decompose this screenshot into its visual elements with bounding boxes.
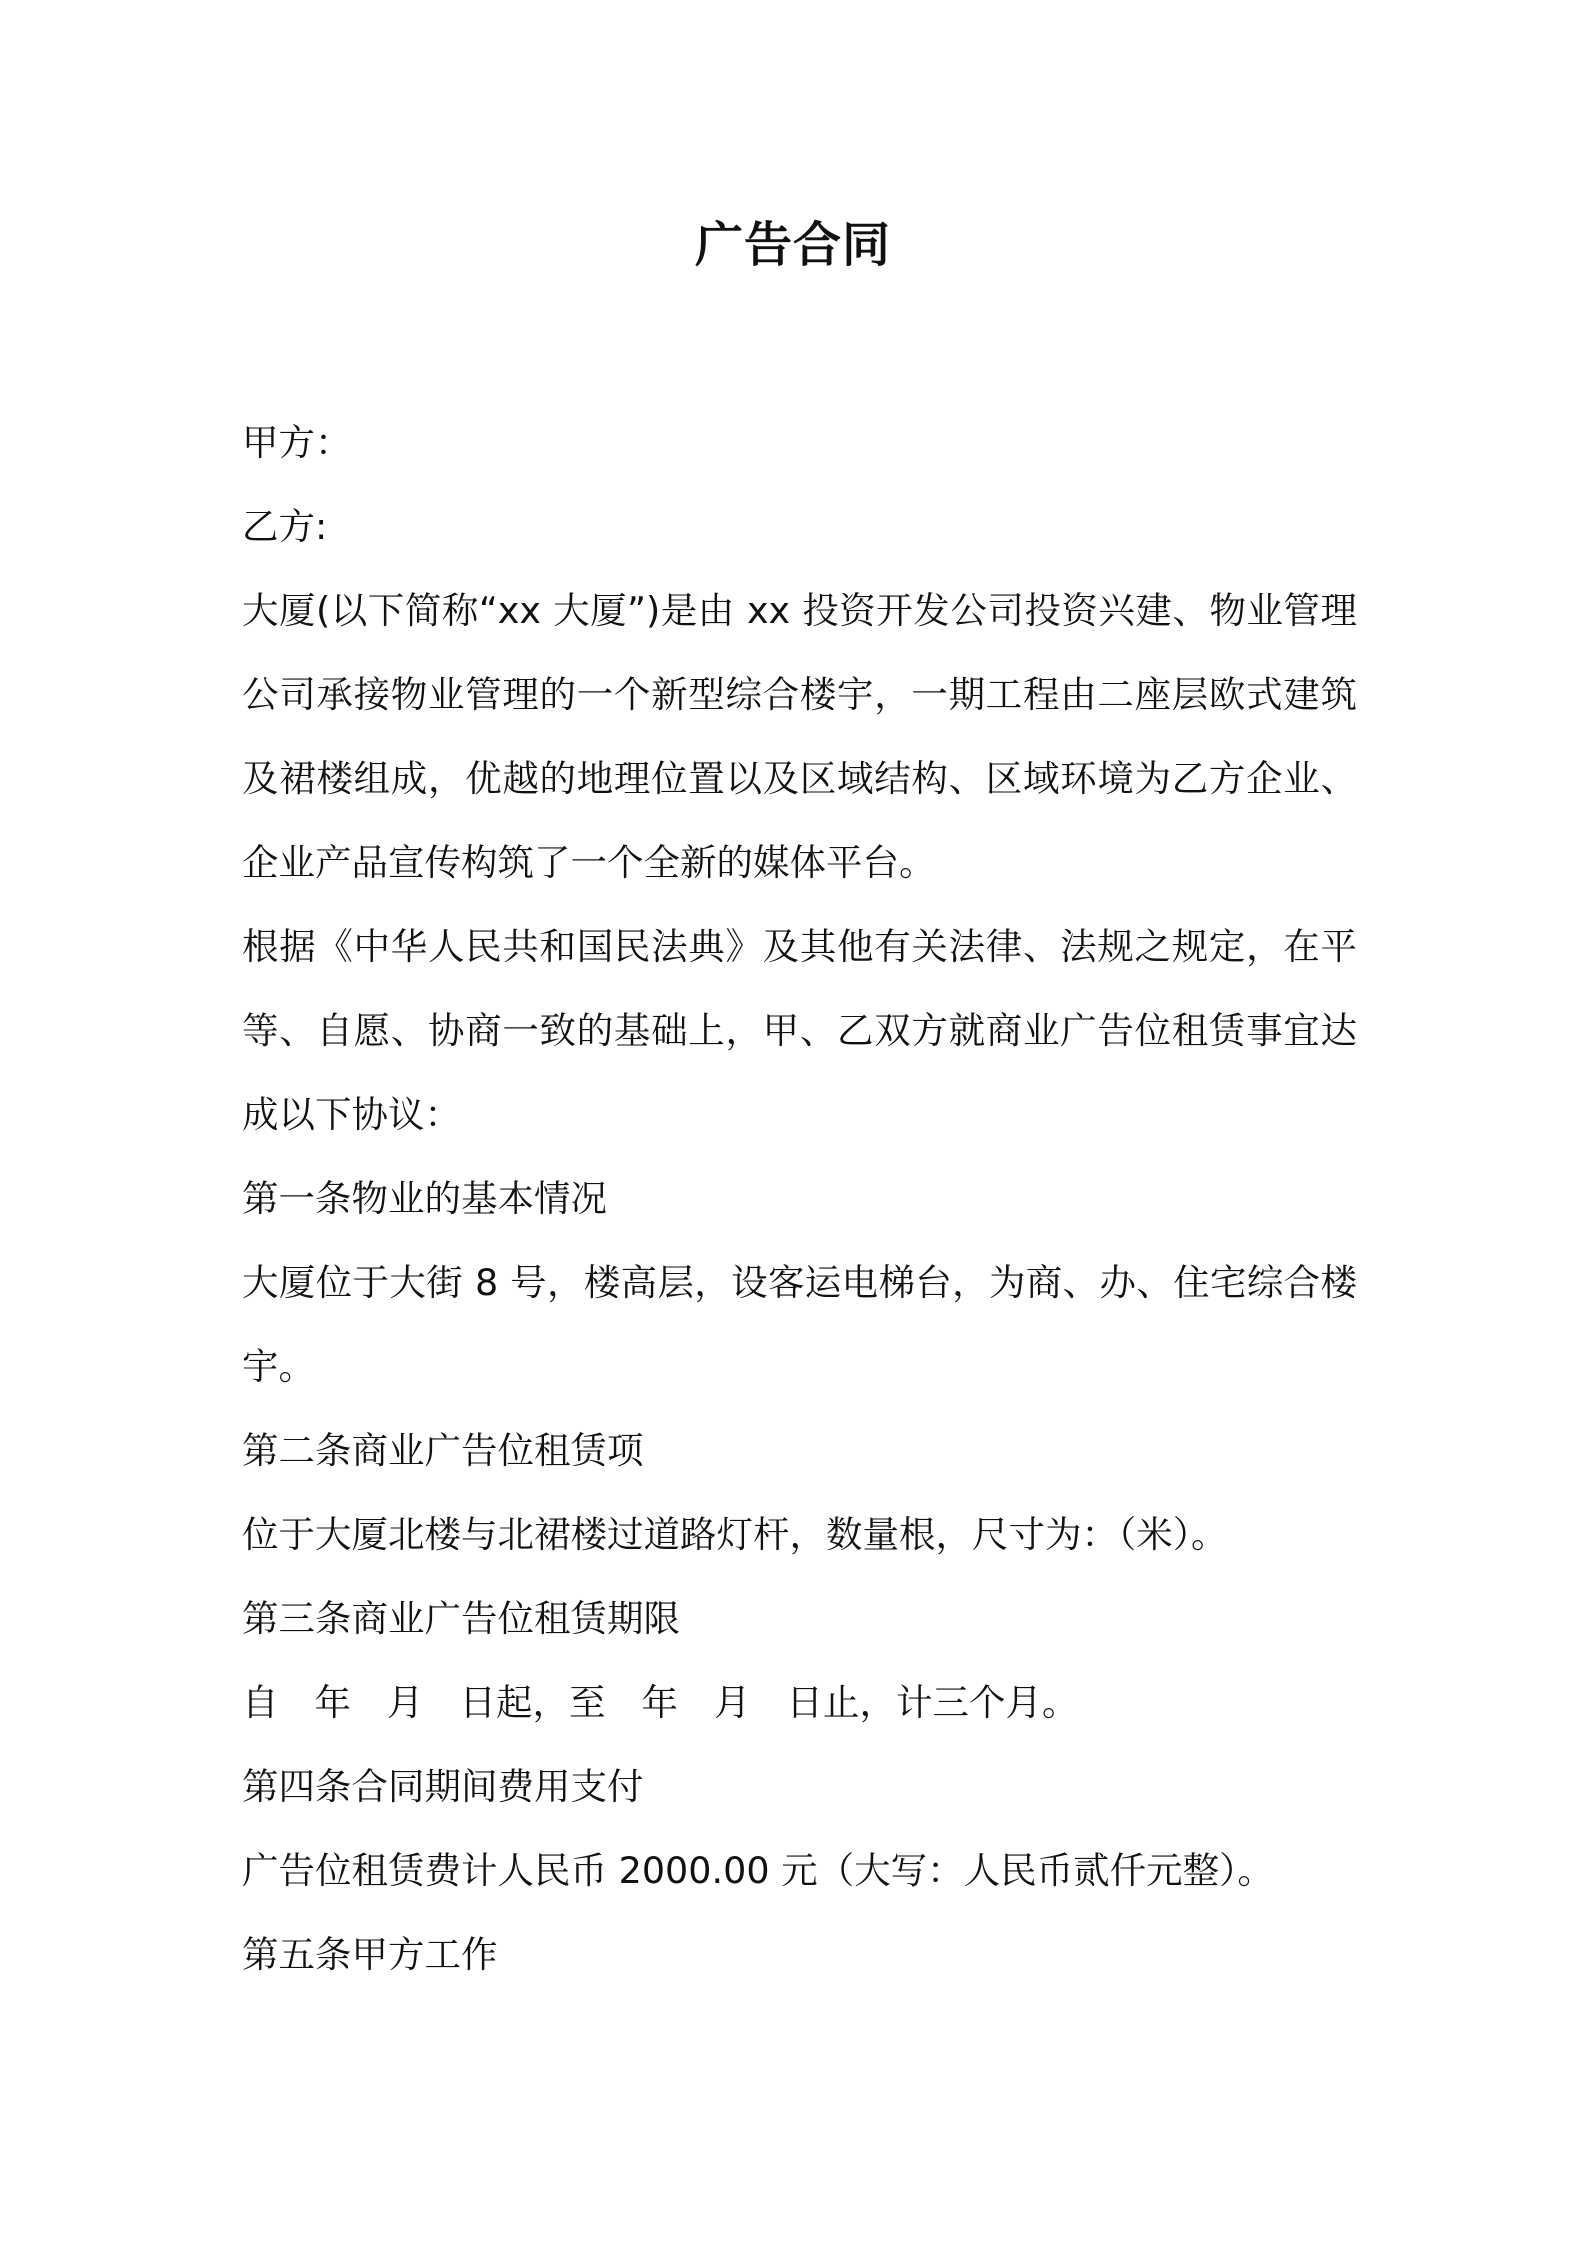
contract-body bbox=[242, 401, 1357, 1997]
page-title: 广告合同 bbox=[694, 217, 891, 273]
legal-basis-paragraph: 根据《中华人民共和国民法典》及其他有关法律、法规之规定，在平等、自愿、协商一致的基础上，甲、乙双方就商业广告位租赁事宜达成以下协议： bbox=[242, 925, 1357, 1136]
article-2-body: 位于大厦北楼与北裙楼过道路灯杆，数量根，尺寸为：（米）。 bbox=[242, 1513, 1228, 1556]
article-4-heading: 第四条合同期间费用支付 bbox=[242, 1765, 644, 1808]
date-year-1: 年 bbox=[314, 1681, 351, 1724]
party-b-line: 乙方: bbox=[242, 505, 328, 548]
article-1-body: 大厦位于大街 8 号，楼高层，设客运电梯台，为商、办、住宅综合楼宇。 bbox=[242, 1261, 1357, 1388]
article-4-body: 广告位租赁费计人民币 2000.00 元（大写：人民币贰仟元整）。 bbox=[242, 1849, 1274, 1892]
article-3-date-line bbox=[242, 1661, 1357, 1745]
article-2-heading: 第二条商业广告位租赁项 bbox=[242, 1429, 644, 1472]
date-month-2: 月 bbox=[714, 1681, 751, 1724]
article-3-heading: 第三条商业广告位租赁期限 bbox=[242, 1597, 680, 1640]
article-5-heading: 第五条甲方工作 bbox=[242, 1933, 498, 1976]
article-1-heading: 第一条物业的基本情况 bbox=[242, 1177, 607, 1220]
party-a-line: 甲方： bbox=[242, 421, 352, 464]
date-day-2: 日止，计三个月。 bbox=[786, 1681, 1079, 1724]
date-from: 自 bbox=[242, 1681, 279, 1724]
intro-paragraph: 大厦(以下简称“xx 大厦”)是由 xx 投资开发公司投资兴建、物业管理公司承接物业管理的一个新型综合楼宇，一期工程由二座层欧式建筑及裙楼组成，优越的地理位置以及区域结构、区域环境为乙方企业、企业产品宣传构筑了一个全新的媒体平台。 bbox=[242, 589, 1357, 884]
date-month-1: 月 bbox=[387, 1681, 424, 1724]
date-year-2: 年 bbox=[641, 1681, 678, 1724]
date-day-1: 日起，至 bbox=[459, 1681, 606, 1724]
